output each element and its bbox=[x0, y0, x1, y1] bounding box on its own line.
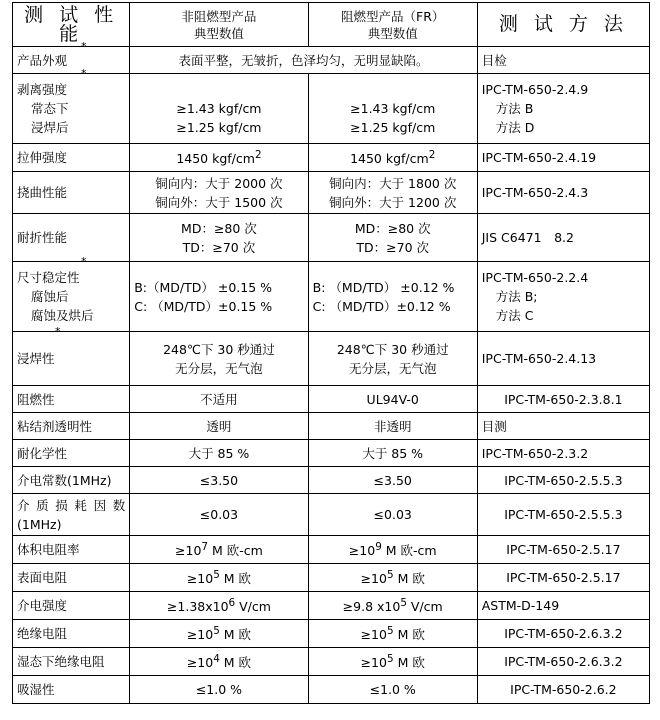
volume-fr-b: M 欧-cm bbox=[381, 543, 437, 559]
dim-fr1: B: （MD/TD） ±0.12 % bbox=[312, 279, 455, 295]
tensile-fr-text: 1450 kgf/cm bbox=[350, 151, 429, 167]
dim-label: 尺寸稳定性 bbox=[17, 270, 80, 285]
adhesive-fr: 非透明 bbox=[308, 413, 477, 440]
strength-fr-sup: 5 bbox=[400, 597, 407, 610]
dim-method bbox=[477, 262, 649, 332]
dim-method2: 方法 B; bbox=[495, 289, 538, 304]
insul-nonfr-sup: 5 bbox=[213, 625, 220, 638]
table-row bbox=[13, 172, 650, 214]
solder-nonfr2: 无分层，无气泡 bbox=[175, 360, 263, 376]
peel-fr2: ≥1.25 kgf/cm bbox=[350, 119, 436, 135]
peel-method2: 方法 B bbox=[495, 101, 534, 116]
required-star: * bbox=[55, 325, 61, 338]
flex-nonfr2: 铜向外：大于 1500 次 bbox=[155, 194, 283, 210]
strength-nonfr bbox=[130, 592, 308, 620]
peel-nonfr bbox=[130, 74, 308, 144]
flex-nonfr bbox=[130, 172, 308, 214]
flex-fr2: 铜向外：大于 1200 次 bbox=[329, 194, 457, 210]
tensile-fr-sup: 2 bbox=[428, 149, 436, 162]
surface-nonfr-sup: 5 bbox=[213, 569, 220, 582]
humid-fr-a: ≥10 bbox=[360, 655, 387, 671]
dk-method: IPC-TM-650-2.5.5.3 bbox=[477, 467, 649, 494]
strength-method: ASTM-D-149 bbox=[477, 592, 649, 620]
header-nonfr-line1: 非阻燃型产品 bbox=[181, 8, 257, 24]
dk-fr: ≤3.50 bbox=[308, 467, 477, 494]
volume-fr-sup: 9 bbox=[375, 541, 382, 554]
table-row bbox=[13, 467, 650, 494]
insul-nonfr-a: ≥10 bbox=[186, 627, 214, 643]
flex-fr bbox=[308, 172, 477, 214]
fold-fr1: MD：≥80 次 bbox=[354, 220, 431, 236]
row-dim-name bbox=[13, 255, 130, 332]
insul-nonfr-b: M 欧 bbox=[219, 627, 252, 643]
dim-nonfr2: C: （MD/TD）±0.15 % bbox=[134, 298, 273, 314]
volume-fr-a: ≥10 bbox=[348, 543, 376, 559]
surface-fr-a: ≥10 bbox=[360, 571, 387, 587]
header-row bbox=[13, 3, 650, 47]
row-peel-name bbox=[13, 67, 130, 144]
dim-sub2: 腐蚀及烘后 bbox=[31, 308, 94, 323]
table-row bbox=[13, 262, 650, 332]
humid-nonfr-a: ≥10 bbox=[186, 655, 214, 671]
humid-nonfr bbox=[130, 648, 308, 676]
dim-fr2: C: （MD/TD）±0.12 % bbox=[312, 298, 451, 314]
chem-nonfr: 大于 85 % bbox=[130, 440, 308, 467]
flame-method: IPC-TM-650-2.3.8.1 bbox=[477, 386, 649, 413]
insul-label: 绝缘电阻 bbox=[13, 620, 130, 648]
dk-nonfr: ≤3.50 bbox=[130, 467, 308, 494]
appearance-value: 表面平整，无皱折，色泽均匀，无明显缺陷。 bbox=[130, 47, 478, 74]
solder-fr2: 无分层，无气泡 bbox=[348, 360, 437, 376]
table-row bbox=[13, 440, 650, 467]
fold-nonfr2: TD：≥70 次 bbox=[182, 239, 256, 255]
peel-method1: IPC-TM-650-2.4.9 bbox=[481, 82, 589, 97]
peel-fr bbox=[308, 74, 477, 144]
dim-method1: IPC-TM-650-2.2.4 bbox=[481, 270, 589, 285]
table-row bbox=[13, 648, 650, 676]
flame-fr: UL94V-0 bbox=[308, 386, 477, 413]
volume-nonfr-b: M 欧-cm bbox=[208, 543, 263, 559]
chem-method: IPC-TM-650-2.3.2 bbox=[477, 440, 649, 467]
flex-fr1: 铜向内：大于 1800 次 bbox=[329, 175, 457, 191]
dk-label: 介电常数(1MHz) bbox=[13, 467, 130, 494]
required-star: * bbox=[81, 67, 87, 80]
df-fr: ≤0.03 bbox=[308, 494, 477, 536]
table-row bbox=[13, 676, 650, 704]
dim-sub1: 腐蚀后 bbox=[31, 289, 69, 304]
table-row bbox=[13, 413, 650, 440]
strength-nonfr-b: V/cm bbox=[235, 599, 271, 615]
solder-nonfr1: 248℃下 30 秒通过 bbox=[163, 341, 275, 357]
surface-fr bbox=[308, 564, 477, 592]
volume-label: 体积电阻率 bbox=[13, 536, 130, 564]
table-row bbox=[13, 332, 650, 386]
volume-method: IPC-TM-650-2.5.17 bbox=[477, 536, 649, 564]
surface-fr-sup: 5 bbox=[386, 569, 394, 582]
surface-nonfr-b: M 欧 bbox=[219, 571, 252, 587]
insul-fr-b: M 欧 bbox=[393, 627, 425, 643]
header-fr bbox=[308, 3, 477, 47]
strength-fr bbox=[308, 592, 477, 620]
solder-fr bbox=[308, 332, 477, 386]
fold-fr bbox=[308, 214, 477, 262]
adhesive-nonfr: 透明 bbox=[130, 413, 308, 440]
tensile-nonfr-text: 1450 kgf/cm bbox=[176, 151, 255, 167]
volume-nonfr-sup: 7 bbox=[201, 541, 209, 554]
table-row bbox=[13, 564, 650, 592]
peel-sub2: 浸焊后 bbox=[31, 120, 69, 135]
dim-nonfr bbox=[130, 262, 308, 332]
header-test-item: 测 试 性 能 bbox=[13, 3, 130, 47]
tensile-nonfr bbox=[130, 144, 308, 172]
tensile-method: IPC-TM-650-2.4.19 bbox=[477, 144, 649, 172]
table-row bbox=[13, 214, 650, 262]
dim-fr bbox=[308, 262, 477, 332]
df-nonfr: ≤0.03 bbox=[130, 494, 308, 536]
insul-method: IPC-TM-650-2.6.3.2 bbox=[477, 620, 649, 648]
spec-table bbox=[12, 2, 650, 704]
df-label bbox=[13, 494, 130, 536]
humid-fr bbox=[308, 648, 477, 676]
solder-method: IPC-TM-650-2.4.13 bbox=[477, 332, 649, 386]
surface-method: IPC-TM-650-2.5.17 bbox=[477, 564, 649, 592]
table-row bbox=[13, 74, 650, 144]
header-nonfr bbox=[130, 3, 308, 47]
df-label-line2: (1MHz) bbox=[17, 516, 62, 532]
strength-nonfr-sup: 6 bbox=[228, 597, 236, 610]
solder-label: 浸焊性 bbox=[17, 351, 55, 366]
fold-fr2: TD：≥70 次 bbox=[356, 239, 430, 255]
strength-fr-b: V/cm bbox=[406, 599, 443, 615]
solder-nonfr bbox=[130, 332, 308, 386]
tensile-fr bbox=[308, 144, 477, 172]
peel-label: 剥离强度 bbox=[17, 82, 68, 97]
tensile-label: 拉伸强度 bbox=[13, 144, 130, 172]
chem-label: 耐化学性 bbox=[13, 440, 130, 467]
chem-fr: 大于 85 % bbox=[308, 440, 477, 467]
solder-fr1: 248℃下 30 秒通过 bbox=[336, 341, 449, 357]
fold-nonfr bbox=[130, 214, 308, 262]
header-method: 测 试 方 法 bbox=[477, 3, 649, 47]
surface-nonfr bbox=[130, 564, 308, 592]
moist-method: IPC-TM-650-2.6.2 bbox=[477, 676, 649, 704]
volume-nonfr-a: ≥10 bbox=[175, 543, 202, 559]
flame-label: 阻燃性 bbox=[13, 386, 130, 413]
table-row bbox=[13, 144, 650, 172]
humid-method: IPC-TM-650-2.6.3.2 bbox=[477, 648, 649, 676]
moist-nonfr: ≤1.0 % bbox=[130, 676, 308, 704]
peel-method bbox=[477, 74, 649, 144]
moist-fr: ≤1.0 % bbox=[308, 676, 477, 704]
dim-nonfr1: B:（MD/TD） ±0.15 % bbox=[134, 279, 273, 295]
tensile-nonfr-sup: 2 bbox=[254, 149, 262, 162]
surface-nonfr-a: ≥10 bbox=[186, 571, 214, 587]
peel-fr1: ≥1.43 kgf/cm bbox=[350, 100, 436, 116]
peel-sub1: 常态下 bbox=[31, 101, 69, 116]
moist-label: 吸湿性 bbox=[13, 676, 130, 704]
strength-label: 介电强度 bbox=[13, 592, 130, 620]
humid-label: 湿态下绝缘电阻 bbox=[13, 648, 130, 676]
appearance-label: 产品外观 bbox=[17, 52, 68, 68]
humid-fr-sup: 5 bbox=[386, 653, 394, 666]
header-fr-line1: 阻燃型产品（FR） bbox=[341, 8, 445, 24]
fold-nonfr1: MD：≥80 次 bbox=[181, 220, 257, 236]
adhesive-label: 粘结剂透明性 bbox=[13, 413, 130, 440]
flex-label: 挠曲性能 bbox=[13, 172, 130, 214]
table-row bbox=[13, 494, 650, 536]
required-star: * bbox=[81, 255, 87, 268]
peel-nonfr1: ≥1.43 kgf/cm bbox=[176, 100, 262, 116]
flex-method: IPC-TM-650-2.4.3 bbox=[477, 172, 649, 214]
header-nonfr-line2: 典型数值 bbox=[193, 25, 244, 41]
humid-fr-b: M 欧 bbox=[393, 655, 425, 671]
surface-label: 表面电阻 bbox=[13, 564, 130, 592]
dim-method3: 方法 C bbox=[495, 308, 534, 323]
surface-fr-b: M 欧 bbox=[393, 571, 425, 587]
strength-fr-a: ≥9.8 x10 bbox=[342, 599, 401, 615]
fold-label: 耐折性能 bbox=[13, 214, 130, 262]
table-row bbox=[13, 620, 650, 648]
peel-nonfr2: ≥1.25 kgf/cm bbox=[176, 119, 262, 135]
row-solder-name bbox=[13, 325, 130, 386]
header-fr-line2: 典型数值 bbox=[367, 25, 418, 41]
table-row bbox=[13, 386, 650, 413]
insul-fr-a: ≥10 bbox=[360, 627, 387, 643]
row-appearance-name bbox=[13, 40, 130, 74]
adhesive-method: 目测 bbox=[477, 413, 649, 440]
flame-nonfr: 不适用 bbox=[130, 386, 308, 413]
volume-fr bbox=[308, 536, 477, 564]
table-row bbox=[13, 592, 650, 620]
strength-nonfr-a: ≥1.38x10 bbox=[166, 599, 229, 615]
df-method: IPC-TM-650-2.5.5.3 bbox=[477, 494, 649, 536]
volume-nonfr bbox=[130, 536, 308, 564]
fold-method: JIS C6471 8.2 bbox=[477, 214, 649, 262]
insul-fr bbox=[308, 620, 477, 648]
flex-nonfr1: 铜向内：大于 2000 次 bbox=[155, 175, 283, 191]
peel-method3: 方法 D bbox=[495, 120, 535, 135]
humid-nonfr-b: M 欧 bbox=[219, 655, 252, 671]
required-star: * bbox=[81, 40, 87, 53]
df-label-line1: 介质损耗因数 bbox=[17, 497, 126, 513]
table-row bbox=[13, 47, 650, 74]
insul-fr-sup: 5 bbox=[386, 625, 394, 638]
insul-nonfr bbox=[130, 620, 308, 648]
table-row bbox=[13, 536, 650, 564]
humid-nonfr-sup: 4 bbox=[213, 653, 220, 666]
appearance-method: 目检 bbox=[477, 47, 649, 74]
